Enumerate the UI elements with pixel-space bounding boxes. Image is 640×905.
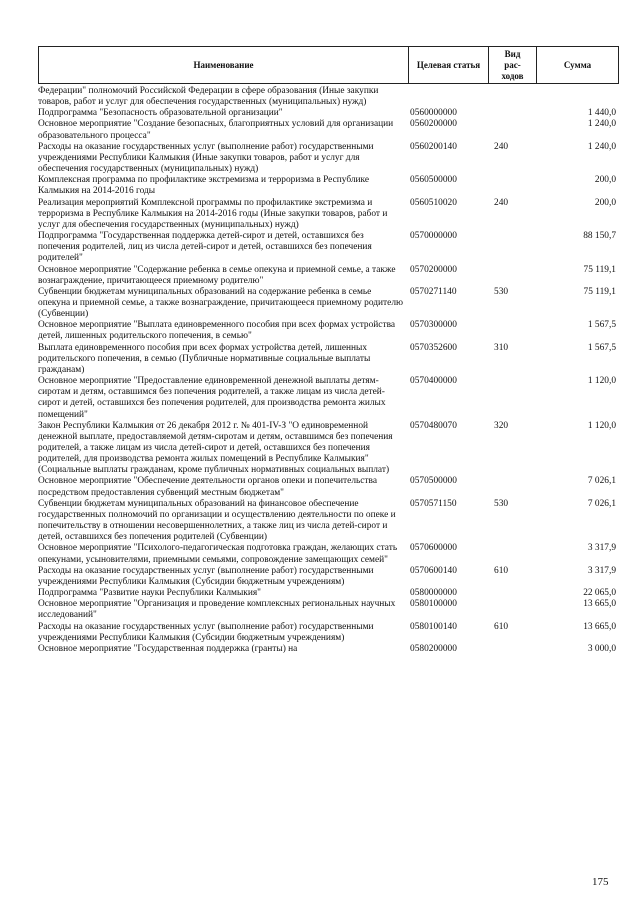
- table-row: [38, 476, 618, 498]
- row-name: Субвенции бюджетам муниципальных образований на финансовое обеспечение государственных полномочий по организации и осуществлению деятельности по опеке и попечительству в отношении несовершеннолетних, а также лиц из числа детей-сирот и детей, оставшихся без попечения родителей (Субвенции): [38, 498, 396, 543]
- header-name: Наименование: [39, 47, 409, 84]
- row-code: 0570300000: [410, 320, 457, 331]
- row-name: Реализация мероприятий Комплексной программы по профилактике экстремизма и терроризма в Республике Калмыкия на 2014-2016 годы (Иные закупки товаров, работ и услуг для обеспечения государственных (муниципальных) нужд): [38, 197, 388, 230]
- row-name: Расходы на оказание государственных услуг (выполнение работ) государственными учреждениями Республики Калмыкия (Иные закупки товаров, работ и услуг для обеспечения государственных (муниципальных) нужд): [38, 141, 374, 175]
- table-row: [38, 588, 618, 599]
- table-body: [38, 86, 618, 655]
- row-sum: 13 665,0: [583, 621, 616, 632]
- row-code: [408, 86, 488, 108]
- row-code: 0570571150: [410, 498, 457, 509]
- row-sum: 1 120,0: [587, 376, 616, 387]
- document-page: [38, 0, 618, 655]
- row-type: 320: [494, 420, 509, 431]
- header-type-line: ходов: [501, 70, 524, 81]
- row-name: Комплексная программа по профилактике экстремизма и терроризма в Республике Калмыкия на 2014-2016 годы: [38, 175, 370, 197]
- row-type: [488, 231, 536, 264]
- table-row: [38, 320, 618, 342]
- header-type-line: Вид: [504, 48, 521, 59]
- table-row: [38, 376, 618, 421]
- header-sum: Сумма: [537, 47, 619, 84]
- header-type-line: рас-: [504, 59, 521, 70]
- row-sum: 1 240,0: [587, 141, 616, 152]
- table-row: [38, 265, 618, 287]
- row-code: 0560000000: [410, 108, 457, 119]
- row-name: Основное мероприятие "Психолого-педагогическая подготовка граждан, желающих стать опекунами, усыновителями, приемными семьями, сопровождение замещающих семей": [38, 543, 398, 565]
- row-code: 0570400000: [410, 376, 457, 387]
- row-code: 0570200000: [410, 264, 457, 275]
- row-code: 0570271140: [410, 286, 457, 297]
- table-row: [38, 198, 618, 231]
- row-type: [488, 265, 536, 287]
- row-name: Подпрограмма "Развитие науки Республики Калмыкия": [38, 588, 261, 599]
- row-sum: 7 026,1: [587, 498, 616, 509]
- row-type: [488, 320, 536, 342]
- row-name: Федерации" полномочий Российской Федерации в сфере образования (Иные закупки товаров, работ и услуг для обеспечения государственных (муниципальных) нужд): [38, 86, 379, 108]
- row-type: 610: [494, 621, 509, 632]
- row-type: 310: [494, 342, 509, 353]
- table-header: [38, 46, 619, 84]
- row-code: 0570600000: [410, 543, 457, 554]
- row-sum: 200,0: [594, 197, 616, 208]
- row-sum: 7 026,1: [587, 476, 616, 487]
- row-name: Закон Республики Калмыкия от 26 декабря 2012 г. № 401-IV-З "О единовременной денежной выплате, предоставляемой детям-сиротам и детям, оставшимся без попечения родителей, а также лицам из числа детей-сирот и детей, оставшихся без попечения родителей, для производства ремонта жилых помещений в Республике Калмыкия" (Социальные выплаты гражданам, кроме публичных нормативных социальных выплат): [38, 420, 393, 476]
- row-sum: 1 567,5: [587, 320, 616, 331]
- page-number: 175: [592, 876, 609, 888]
- table-row: [38, 119, 618, 141]
- row-type: [488, 588, 536, 599]
- table-row: [38, 421, 618, 477]
- row-name: Основное мероприятие "Государственная поддержка (гранты) на: [38, 643, 298, 654]
- row-sum: 3 317,9: [587, 565, 616, 576]
- row-code: 0560510020: [410, 197, 457, 208]
- row-code: 0570000000: [410, 231, 457, 242]
- row-name: Подпрограмма "Государственная поддержка детей-сирот и детей, оставшихся без попечения родителей, лиц из числа детей-сирот и детей, оставшихся без попечения родителей": [38, 231, 372, 264]
- row-sum: 22 065,0: [583, 588, 616, 599]
- row-sum: 75 119,1: [583, 286, 616, 297]
- row-type: 530: [494, 498, 509, 509]
- table-row: [38, 231, 618, 264]
- table-row: [38, 543, 618, 565]
- row-code: 0580200000: [410, 643, 457, 654]
- row-sum: 1 120,0: [587, 420, 616, 431]
- row-sum: 13 665,0: [583, 599, 616, 610]
- header-code: Целевая статья: [409, 47, 489, 84]
- row-type: [488, 86, 536, 108]
- row-name: Подпрограмма "Безопасность образовательной организации": [38, 108, 283, 119]
- row-name: Расходы на оказание государственных услуг (выполнение работ) государственными учреждениями Республики Калмыкия (Субсидии бюджетным учреждениям): [38, 565, 374, 587]
- row-type: 610: [494, 565, 509, 576]
- table-row: [38, 622, 618, 644]
- row-code: 0560500000: [410, 175, 457, 186]
- row-type: [488, 644, 536, 655]
- row-name: Основное мероприятие "Обеспечение деятельности органов опеки и попечительства посредством предоставления субвенций местным бюджетам": [38, 476, 377, 498]
- row-sum: 88 150,7: [583, 231, 616, 242]
- row-type: [488, 599, 536, 621]
- row-code: 0570352600: [410, 342, 457, 353]
- row-sum: 75 119,1: [583, 264, 616, 275]
- table-row: [38, 566, 618, 588]
- row-name: Основное мероприятие "Выплата единовременного пособия при всех формах устройства детей, лишенных родительского попечения, в семью": [38, 320, 396, 342]
- table-row: [38, 175, 618, 197]
- table-row: [38, 343, 618, 376]
- row-type: [488, 108, 536, 119]
- row-code: 0560200000: [410, 119, 457, 130]
- table-row: [38, 86, 618, 108]
- row-type: [488, 376, 536, 421]
- table-row: [38, 599, 618, 621]
- row-name: Основное мероприятие "Организация и проведение комплексных региональных научных исследований": [38, 599, 396, 621]
- row-name: Расходы на оказание государственных услуг (выполнение работ) государственными учреждениями Республики Калмыкия (Субсидии бюджетным учреждениям): [38, 621, 374, 643]
- row-code: 0580100000: [410, 599, 457, 610]
- row-code: 0580000000: [410, 588, 457, 599]
- row-name: Основное мероприятие "Предоставление единовременной денежной выплаты детям-сиротам и детям, оставшимся без попечения родителей, а также лицам из числа детей-сирот и детей, оставшихся без попечения родителей, для производства ремонта жилых помещений": [38, 376, 386, 420]
- row-sum: 1 440,0: [587, 108, 616, 119]
- row-type: 240: [494, 197, 509, 208]
- row-code: 0560200140: [410, 141, 457, 152]
- row-type: [488, 119, 536, 141]
- row-type: 240: [494, 141, 509, 152]
- row-sum: 200,0: [594, 175, 616, 186]
- row-code: 0570500000: [410, 476, 457, 487]
- row-name: Основное мероприятие "Содержание ребенка в семье опекуна и приемной семье, а также вознаграждение, причитающееся приемному родителю": [38, 264, 396, 286]
- row-name: Выплата единовременного пособия при всех формах устройства детей, лишенных родительского попечения, в семью (Публичные нормативные социальные выплаты гражданам): [38, 342, 371, 375]
- table-row: [38, 108, 618, 119]
- row-type: [488, 175, 536, 197]
- row-code: 0580100140: [410, 621, 457, 632]
- row-name: Основное мероприятие "Создание безопасных, благоприятных условий для организации образовательного процесса": [38, 119, 394, 141]
- table-row: [38, 499, 618, 544]
- row-sum: 3 317,9: [587, 543, 616, 554]
- row-sum: 1 567,5: [587, 342, 616, 353]
- row-code: 0570480070: [410, 420, 457, 431]
- row-name: Субвенции бюджетам муниципальных образований на содержание ребенка в семье опекуна и приемной семье, а также вознаграждение, причитающееся приемному родителю (Субвенции): [38, 286, 403, 320]
- row-sum: 1 240,0: [587, 119, 616, 130]
- row-type: 530: [494, 286, 509, 297]
- row-code: 0570600140: [410, 565, 457, 576]
- table-row: [38, 644, 618, 655]
- header-type: [489, 47, 537, 84]
- row-sum: [536, 86, 618, 108]
- row-type: [488, 543, 536, 565]
- row-sum: 3 000,0: [587, 643, 616, 654]
- row-type: [488, 476, 536, 498]
- table-row: [38, 142, 618, 175]
- table-row: [38, 287, 618, 320]
